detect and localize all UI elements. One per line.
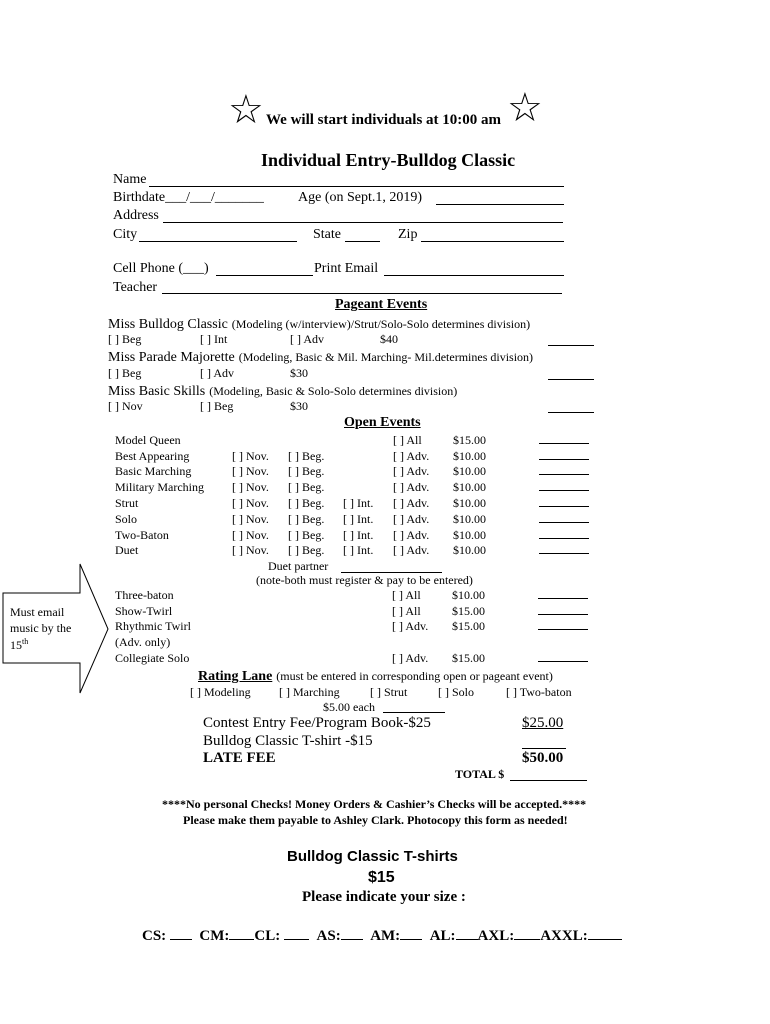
option-adv[interactable]: [ ] Adv. (393, 495, 430, 510)
option-level[interactable]: [ ] Adv. (392, 619, 429, 634)
payment-note-1: ****No personal Checks! Money Orders & Cashier’s Checks will be accepted.**** (162, 797, 587, 811)
entry-fee-label: Contest Entry Fee/Program Book-$25 (203, 715, 431, 731)
pageant-1-beg[interactable]: [ ] Beg (108, 332, 142, 346)
option-level (392, 634, 452, 650)
pageant-3-nov[interactable]: [ ] Nov (108, 399, 143, 413)
state-field[interactable] (345, 241, 380, 242)
name-field[interactable] (149, 186, 564, 187)
age-label: Age (on Sept.1, 2019) (298, 190, 423, 205)
option-beg[interactable]: [ ] Beg. (288, 511, 325, 526)
event-amount-field[interactable] (538, 650, 590, 666)
cell-phone-field[interactable] (216, 275, 313, 276)
option-nov[interactable]: [ ] Nov. (232, 543, 269, 558)
option-adv[interactable]: [ ] All (393, 432, 422, 447)
callout-line2: music by the (10, 621, 72, 635)
rating-opt-strut[interactable]: [ ] Strut (370, 685, 408, 699)
table-row (115, 619, 590, 635)
event-price: $10.00 (453, 480, 486, 495)
tshirt-sizes: CS: CM: CL: AS: AM: AL: AXL: AXXL: (142, 927, 622, 945)
state-label: State (313, 227, 341, 242)
option-level[interactable]: [ ] Adv. (392, 650, 429, 665)
table-row (115, 543, 591, 559)
event-price: $10.00 (453, 527, 486, 542)
event-price: $10.00 (453, 448, 486, 463)
zip-field[interactable] (421, 241, 564, 242)
pageant-1-amount[interactable] (548, 345, 594, 346)
rating-lane: Rating Lane (must be entered in corresponding open or pageant event) (198, 669, 553, 684)
star-icon-left: ☆ (228, 87, 264, 133)
event-price: $10.00 (453, 495, 486, 510)
pageant-1-adv[interactable]: [ ] Adv (290, 332, 324, 346)
start-note: We will start individuals at 10:00 am (266, 112, 502, 128)
table-row (115, 650, 590, 666)
option-nov[interactable]: [ ] Nov. (232, 464, 269, 479)
event-price: $10.00 (453, 543, 486, 558)
table-row (115, 527, 591, 543)
event-amount-field[interactable] (539, 543, 591, 559)
option-adv[interactable]: [ ] Adv. (393, 511, 430, 526)
duet-note: (note-both must register & pay to be entered) (256, 573, 473, 587)
age-field[interactable] (436, 204, 564, 205)
city-label: City (113, 227, 138, 242)
pageant-1-price: $40 (380, 332, 398, 346)
payment-note-2: Please make them payable to Ashley Clark. Photocopy this form as needed! (183, 813, 568, 827)
rating-price: $5.00 each (323, 700, 375, 714)
address-field[interactable] (163, 222, 563, 223)
pageant-2-beg[interactable]: [ ] Beg (108, 366, 142, 380)
event-price: $10.00 (453, 511, 486, 526)
event-name: (Adv. only) (115, 635, 171, 650)
table-row (115, 479, 591, 495)
size-axl-field[interactable] (514, 927, 540, 940)
option-int[interactable]: [ ] Int. (343, 527, 374, 542)
duet-partner-label: Duet partner (268, 559, 329, 573)
option-beg (288, 432, 343, 448)
option-beg[interactable]: [ ] Beg. (288, 464, 325, 479)
option-nov[interactable]: [ ] Nov. (232, 527, 269, 542)
option-int[interactable]: [ ] Int. (343, 495, 374, 510)
print-email-label: Print Email (314, 261, 379, 276)
pageant-heading: Pageant Events (335, 297, 428, 312)
table-row (115, 634, 590, 650)
pageant-1-int[interactable]: [ ] Int (200, 332, 228, 346)
teacher-field[interactable] (162, 293, 562, 294)
event-amount-field (538, 634, 590, 650)
pageant-2-amount[interactable] (548, 379, 594, 380)
event-name: Solo (115, 511, 138, 526)
option-beg[interactable]: [ ] Beg. (288, 527, 325, 542)
table-row (115, 495, 591, 511)
tshirt-prompt: Please indicate your size : (302, 889, 466, 905)
event-name: Model Queen (115, 432, 181, 447)
event-name: Duet (115, 543, 139, 558)
pageant-event-2: Miss Parade Majorette (Modeling, Basic & Mil. Marching- Mil.determines division) (108, 350, 534, 365)
option-adv[interactable]: [ ] Adv. (393, 464, 430, 479)
size-am-field[interactable] (400, 927, 422, 940)
email-field[interactable] (384, 275, 564, 276)
event-amount-field[interactable] (539, 464, 591, 480)
option-int[interactable]: [ ] Int. (343, 511, 374, 526)
event-amount-field[interactable] (539, 448, 591, 464)
event-name: Military Marching (115, 480, 204, 495)
birthdate-label: Birthdate___/___/_______ (113, 190, 264, 205)
event-amount-field[interactable] (539, 432, 591, 448)
event-price: $10.00 (452, 587, 485, 602)
rating-opt-modeling[interactable]: [ ] Modeling (190, 685, 251, 699)
option-level[interactable]: [ ] All (392, 603, 421, 618)
pageant-2-price: $30 (290, 366, 308, 380)
table-row (115, 464, 591, 480)
event-name: Strut (115, 495, 139, 510)
option-level[interactable]: [ ] All (392, 587, 421, 602)
pageant-3-amount[interactable] (548, 412, 594, 413)
total-field[interactable] (510, 780, 587, 781)
option-nov[interactable]: [ ] Nov. (232, 495, 269, 510)
open-events-table (115, 432, 591, 558)
option-adv[interactable]: [ ] Adv. (393, 543, 430, 558)
event-name: Two-Baton (115, 527, 169, 542)
size-cl-field[interactable] (284, 927, 309, 940)
table-row (115, 432, 591, 448)
size-al-field[interactable] (456, 927, 478, 940)
table-row (115, 511, 591, 527)
event-amount-field[interactable] (538, 603, 590, 619)
event-name: Rhythmic Twirl (115, 619, 191, 634)
event-price (452, 634, 538, 650)
size-cm-field[interactable] (229, 927, 254, 940)
option-nov (232, 432, 288, 448)
pageant-3-price: $30 (290, 399, 308, 413)
entry-fee-amount: $25.00 (522, 715, 564, 731)
callout-line3: 15th (10, 637, 29, 652)
size-cs-field[interactable] (170, 927, 192, 940)
zip-label: Zip (398, 227, 418, 242)
event-price: $15.00 (453, 432, 486, 447)
teacher-label: Teacher (113, 280, 158, 295)
city-field[interactable] (139, 241, 297, 242)
option-adv[interactable]: [ ] Adv. (393, 480, 430, 495)
name-label: Name (113, 172, 147, 187)
option-nov[interactable]: [ ] Nov. (232, 511, 269, 526)
option-nov[interactable]: [ ] Nov. (232, 448, 269, 463)
open-events-table-2 (115, 587, 590, 666)
pageant-event-1: Miss Bulldog Classic (Modeling (w/interview)/Strut/Solo-Solo determines division) (108, 317, 531, 332)
event-name: Collegiate Solo (115, 650, 190, 665)
rating-amount[interactable] (383, 712, 445, 713)
total-label: TOTAL $ (455, 767, 505, 781)
option-beg[interactable]: [ ] Beg. (288, 448, 325, 463)
event-amount-field[interactable] (538, 619, 590, 635)
tshirt-fee-label: Bulldog Classic T-shirt -$15 (203, 733, 373, 749)
rating-opt-two-baton[interactable]: [ ] Two-baton (506, 685, 572, 699)
option-int (343, 448, 393, 464)
option-beg[interactable]: [ ] Beg. (288, 543, 325, 558)
option-int (343, 432, 393, 448)
tshirt-heading: Bulldog Classic T-shirts (287, 848, 458, 865)
rating-opt-solo[interactable]: [ ] Solo (438, 685, 474, 699)
option-int (343, 479, 393, 495)
table-row (115, 448, 591, 464)
size-as-field[interactable] (341, 927, 363, 940)
option-nov[interactable]: [ ] Nov. (232, 480, 269, 495)
event-amount-field[interactable] (539, 527, 591, 543)
option-adv[interactable]: [ ] Adv. (393, 527, 430, 542)
event-amount-field[interactable] (539, 479, 591, 495)
pageant-2-adv[interactable]: [ ] Adv (200, 366, 234, 380)
tshirt-price: $15 (368, 869, 395, 886)
event-price: $15.00 (452, 650, 485, 665)
event-price: $15.00 (452, 603, 485, 618)
event-name: Best Appearing (115, 448, 190, 463)
table-row (115, 587, 590, 603)
late-fee-amount: $50.00 (522, 750, 564, 766)
table-row (115, 603, 590, 619)
open-heading: Open Events (344, 415, 421, 430)
option-int (343, 464, 393, 480)
option-beg[interactable]: [ ] Beg. (288, 495, 325, 510)
option-int[interactable]: [ ] Int. (343, 543, 374, 558)
late-fee-label: LATE FEE (203, 750, 276, 766)
rating-opt-marching[interactable]: [ ] Marching (279, 685, 340, 699)
event-name: Three-baton (115, 587, 174, 602)
pageant-event-3: Miss Basic Skills (Modeling, Basic & Solo-Solo determines division) (108, 384, 458, 399)
callout-line1: Must email (10, 605, 65, 619)
star-icon-right: ☆ (507, 85, 543, 131)
event-price: $10.00 (453, 464, 486, 479)
event-name: Show-Twirl (115, 603, 173, 618)
tshirt-fee-amount[interactable] (522, 748, 566, 749)
event-amount-field[interactable] (539, 511, 591, 527)
event-amount-field[interactable] (538, 587, 590, 603)
cell-phone-label: Cell Phone (___) (113, 261, 209, 276)
page-title: Individual Entry-Bulldog Classic (261, 150, 516, 170)
size-axxl-field[interactable] (588, 927, 622, 940)
event-name: Basic Marching (115, 464, 192, 479)
option-adv[interactable]: [ ] Adv. (393, 448, 430, 463)
event-price: $15.00 (452, 619, 485, 634)
address-label: Address (113, 208, 159, 223)
option-beg[interactable]: [ ] Beg. (288, 480, 325, 495)
pageant-3-beg[interactable]: [ ] Beg (200, 399, 234, 413)
event-amount-field[interactable] (539, 495, 591, 511)
